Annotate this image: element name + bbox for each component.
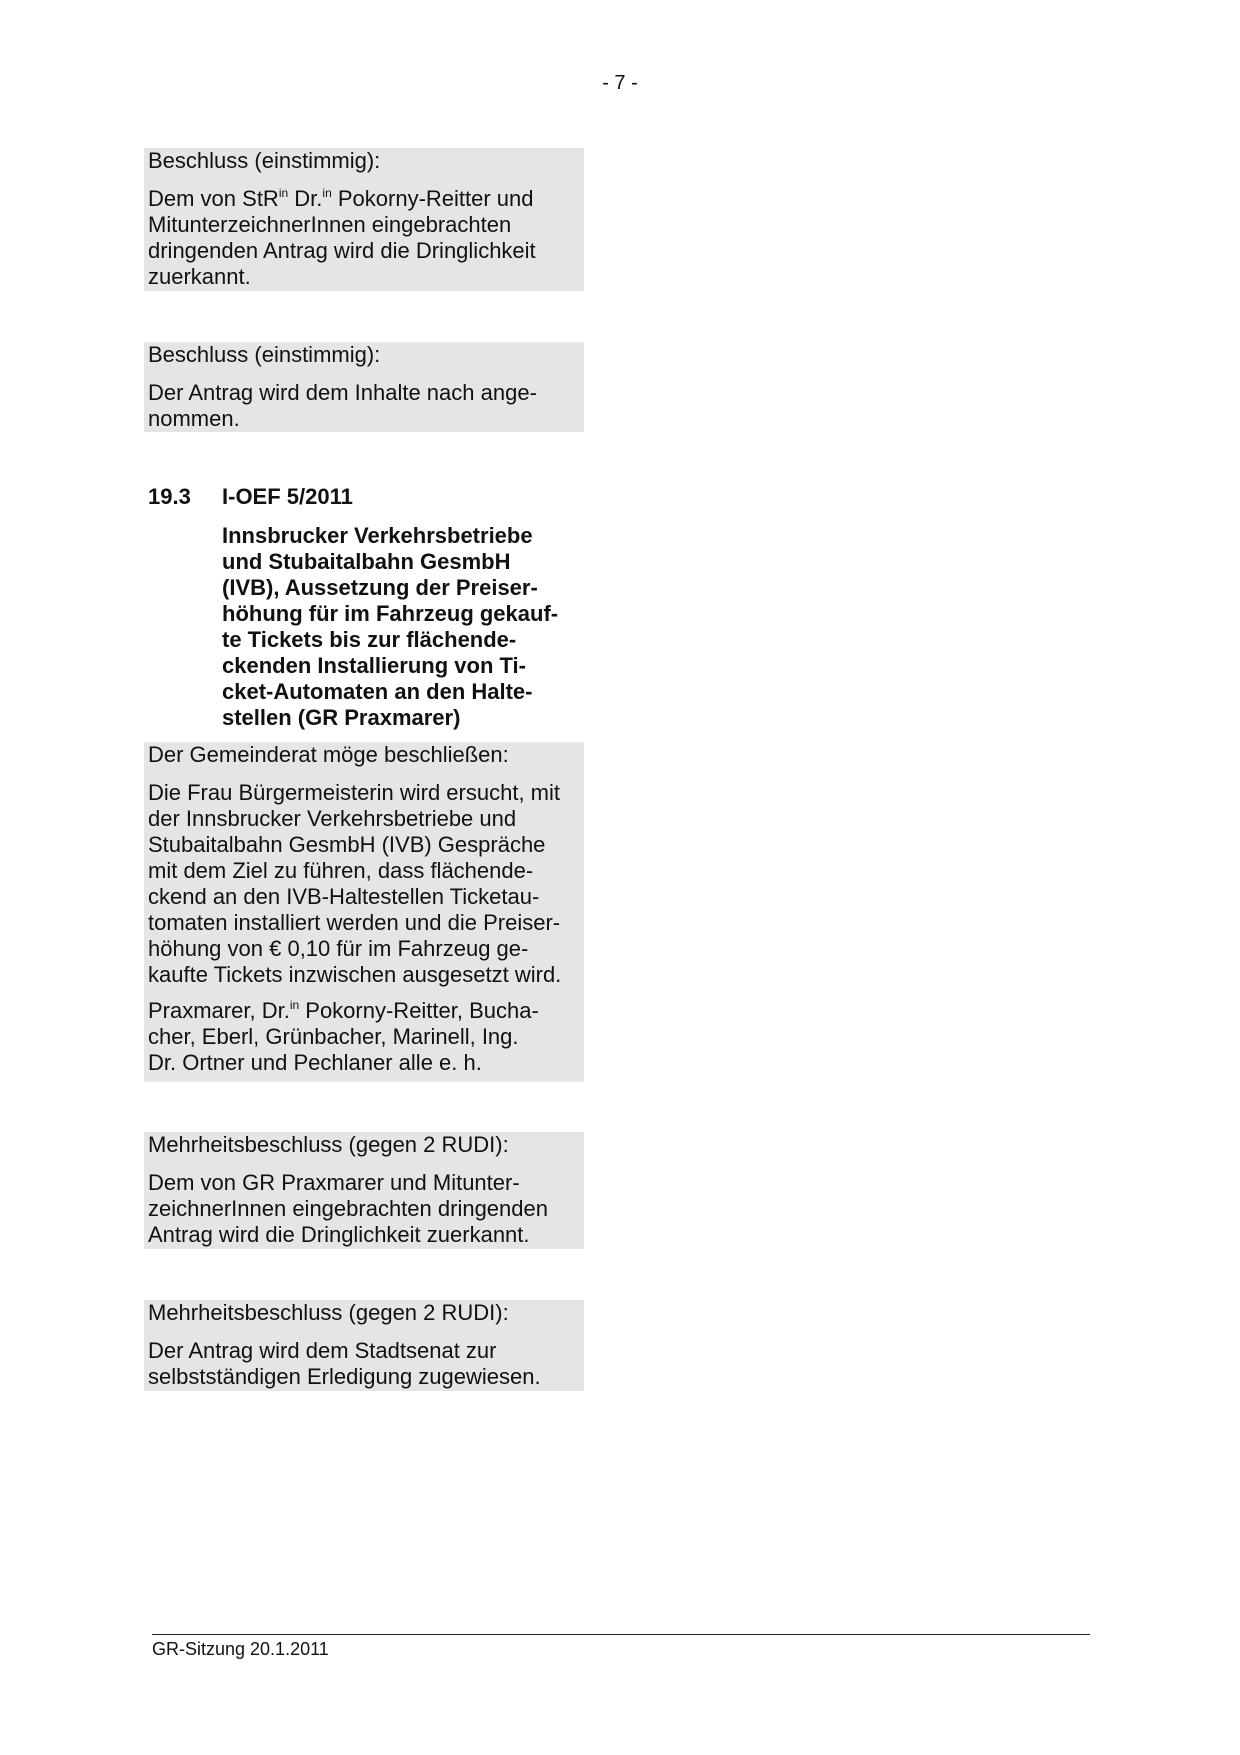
resolution-label: Beschluss (einstimmig): xyxy=(148,342,381,367)
resolution-text-line: dringenden Antrag wird die Dringlichkeit xyxy=(148,238,536,263)
resolution-label: Beschluss (einstimmig): xyxy=(148,148,381,173)
agenda-title-line: te Tickets bis zur flächende- xyxy=(222,627,517,652)
resolution-text-line: zeichnerInnen eingebrachten dringenden xyxy=(148,1196,548,1221)
signers-part: Pokorny-Reitter, Bucha- xyxy=(299,998,539,1023)
agenda-title-line: cket-Automaten an den Halte- xyxy=(222,679,533,704)
motion-text-line: Die Frau Bürgermeisterin wird ersucht, mit xyxy=(148,780,561,805)
motion-text-line: der Innsbrucker Verkehrsbetriebe und xyxy=(148,806,517,831)
resolution-text-part: Dem von StR xyxy=(148,186,279,211)
motion-text-line: ckend an den IVB-Haltestellen Ticketau- xyxy=(148,884,540,909)
resolution-box-1 xyxy=(144,148,584,291)
resolution-label: Mehrheitsbeschluss (gegen 2 RUDI): xyxy=(148,1300,509,1325)
motion-label: Der Gemeinderat möge beschließen: xyxy=(148,742,509,767)
agenda-title-line: höhung für im Fahrzeug gekauf- xyxy=(222,601,559,626)
motion-text-line: mit dem Ziel zu führen, dass flächende- xyxy=(148,858,534,883)
resolution-text-line: selbstständigen Erledigung zugewiesen. xyxy=(148,1364,541,1389)
signers-line xyxy=(148,998,584,1024)
resolution-box-4 xyxy=(144,1300,584,1391)
resolution-text-line: nommen. xyxy=(148,406,240,431)
motion-text-line: Stubaitalbahn GesmbH (IVB) Gespräche xyxy=(148,832,546,857)
motion-box xyxy=(144,742,584,1082)
agenda-item-number: 19.3 xyxy=(148,484,191,509)
signers-part: Praxmarer, Dr. xyxy=(148,998,290,1023)
resolution-box-2 xyxy=(144,342,584,432)
resolution-text-line: Antrag wird die Dringlichkeit zuerkannt. xyxy=(148,1222,530,1247)
resolution-text-part: Pokorny-Reitter und xyxy=(331,186,534,211)
agenda-item-code: I-OEF 5/2011 xyxy=(222,484,353,509)
superscript: in xyxy=(289,998,300,1012)
resolution-label: Mehrheitsbeschluss (gegen 2 RUDI): xyxy=(148,1132,509,1157)
agenda-title-line: stellen (GR Praxmarer) xyxy=(222,705,461,730)
agenda-title-line: Innsbrucker Verkehrsbetriebe xyxy=(222,523,533,548)
agenda-title-line: ckenden Installierung von Ti- xyxy=(222,653,526,678)
signers-line: Dr. Ortner und Pechlaner alle e. h. xyxy=(148,1050,482,1075)
page-number: - 7 - xyxy=(602,72,638,94)
resolution-text-line xyxy=(148,186,584,212)
resolution-text-line: zuerkannt. xyxy=(148,264,251,289)
motion-text-line: kaufte Tickets inzwischen ausgesetzt wird. xyxy=(148,962,562,987)
agenda-title-line: und Stubaitalbahn GesmbH xyxy=(222,549,511,574)
agenda-item-title xyxy=(222,523,558,731)
signers-line: cher, Eberl, Grünbacher, Marinell, Ing. xyxy=(148,1024,519,1049)
agenda-title-line: (IVB), Aussetzung der Preiser- xyxy=(222,575,538,600)
resolution-text-line: Der Antrag wird dem Stadtsenat zur xyxy=(148,1338,497,1363)
superscript: in xyxy=(322,186,332,200)
resolution-text-part: Dr. xyxy=(288,186,323,211)
motion-text-line: höhung von € 0,10 für im Fahrzeug ge- xyxy=(148,936,529,961)
motion-text-line: tomaten installiert werden und die Preiser- xyxy=(148,910,561,935)
resolution-box-3 xyxy=(144,1132,584,1249)
resolution-text-line: Der Antrag wird dem Inhalte nach ange- xyxy=(148,380,537,405)
footer-divider xyxy=(152,1634,1090,1635)
superscript: in xyxy=(278,186,289,200)
resolution-text-line: MitunterzeichnerInnen eingebrachten xyxy=(148,212,512,237)
footer-text: GR-Sitzung 20.1.2011 xyxy=(152,1639,329,1659)
resolution-text-line: Dem von GR Praxmarer und Mitunter- xyxy=(148,1170,520,1195)
